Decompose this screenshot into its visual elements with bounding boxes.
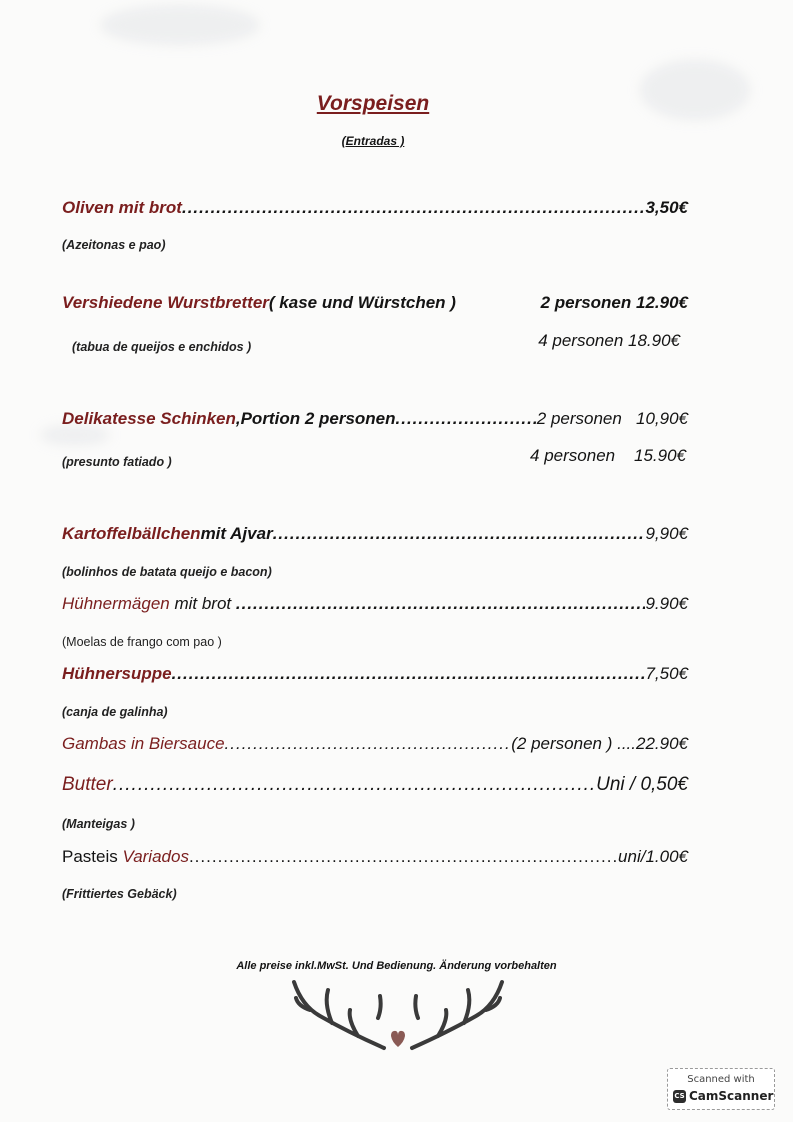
- item-price-alt: [420, 331, 680, 351]
- item-price: Uni / 0,50€: [596, 774, 688, 795]
- watermark-brand: CamScanner: [689, 1089, 774, 1103]
- item-price: (2 personen ) ....22.90€: [511, 734, 688, 753]
- footer-note: Alle preise inkl.MwSt. Und Bedienung. Änderung vorbehalten: [236, 960, 557, 972]
- menu-item-huehnermaegen: [62, 594, 688, 614]
- item-price-alt: [420, 446, 686, 466]
- item-price: uni/1.00€: [618, 847, 688, 866]
- item-name: Hühnermägen: [62, 594, 170, 613]
- item-translation: (Moelas de frango com pao ): [62, 635, 222, 649]
- menu-item-kartoffelbaellchen: [62, 524, 688, 544]
- watermark-caption: Scanned with: [687, 1074, 755, 1085]
- item-name: Vershiedene Wurstbretter: [62, 293, 269, 312]
- scan-smudge: [100, 5, 260, 45]
- item-price-2: 4 personen 15.90€: [530, 446, 686, 465]
- item-name: Gambas in Biersauce: [62, 734, 225, 753]
- camscanner-watermark: [667, 1068, 775, 1110]
- menu-item-schinken: [62, 409, 688, 429]
- menu-item-butter: [62, 774, 688, 796]
- item-name-detail: mit brot: [169, 594, 236, 613]
- menu-item-oliven: [62, 198, 688, 218]
- leader-dots: [113, 774, 596, 796]
- item-name: Kartoffelbällchen: [62, 524, 201, 543]
- item-name-detail: ,Portion 2 personen: [235, 409, 396, 428]
- page-subtitle: (Entradas ): [341, 134, 405, 148]
- item-translation: (Frittiertes Gebäck): [62, 887, 177, 901]
- menu-item-pasteis: [62, 847, 688, 867]
- item-name: Pasteis: [62, 847, 123, 866]
- item-name: Butter: [62, 774, 113, 795]
- leader-dots: [225, 734, 512, 754]
- item-name-detail: mit Ajvar: [200, 524, 273, 543]
- item-price: 9,90€: [645, 524, 688, 543]
- item-price: 2 personen 10,90€: [536, 409, 688, 428]
- leader-dots: [273, 524, 646, 544]
- leader-dots: [189, 847, 618, 867]
- item-name-colored: Variados: [122, 847, 189, 866]
- item-name: Delikatesse Schinken: [62, 409, 236, 428]
- leader-dots: [182, 198, 645, 218]
- item-name-detail: ( kase und Würstchen ): [268, 293, 456, 312]
- item-price-2: 4 personen 18.90€: [538, 331, 680, 350]
- item-translation: (tabua de queijos e enchidos ): [72, 340, 252, 354]
- menu-item-huehnersuppe: [62, 664, 688, 684]
- menu-item-wurstbretter: [62, 293, 688, 313]
- item-translation: (canja de galinha): [62, 705, 168, 719]
- leader-dots: [396, 409, 537, 429]
- item-price: 2 personen 12.90€: [540, 293, 688, 312]
- item-translation: (presunto fatiado ): [62, 455, 172, 469]
- menu-item-gambas: [62, 734, 688, 754]
- page-title: Vorspeisen: [316, 92, 430, 115]
- item-price: 9.90€: [645, 594, 688, 613]
- leader-dots: [172, 664, 646, 684]
- item-translation: (Azeitonas e pao): [62, 238, 166, 252]
- leader-dots: [236, 594, 646, 614]
- camscanner-logo-icon: CS: [673, 1090, 686, 1103]
- item-translation: (bolinhos de batata queijo e bacon): [62, 565, 272, 579]
- item-name: Hühnersuppe: [62, 664, 172, 683]
- item-price: 7,50€: [645, 664, 688, 683]
- antlers-logo: [288, 970, 508, 1054]
- item-price: 3,50€: [645, 198, 688, 217]
- item-translation: (Manteigas ): [62, 817, 135, 831]
- item-name: Oliven mit brot: [62, 198, 182, 217]
